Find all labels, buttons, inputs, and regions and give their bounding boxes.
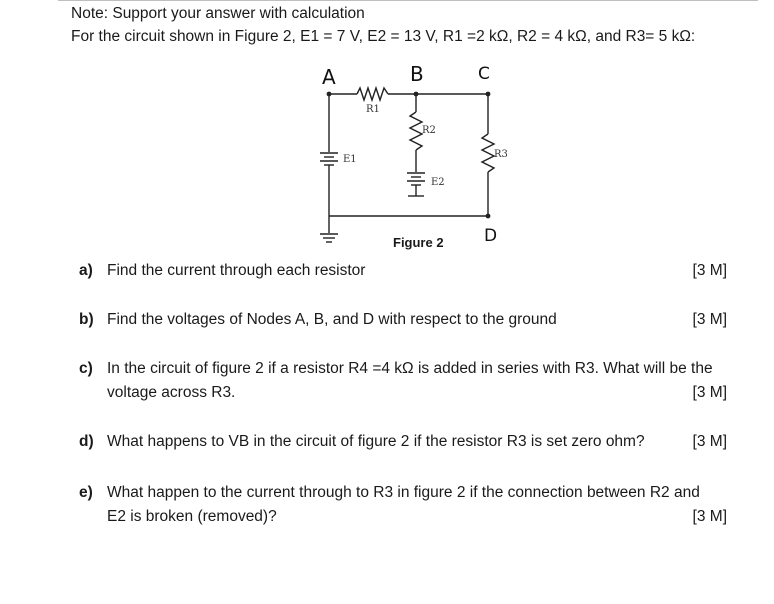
question-a-marks: [3 M] [692, 262, 727, 279]
e2-label: E2 [431, 177, 445, 188]
question-b-marks: [3 M] [692, 311, 727, 328]
note-line: Note: Support your answer with calculation [71, 5, 365, 22]
e1-label: E1 [343, 154, 357, 165]
r3-zigzag [482, 134, 494, 172]
node-c-label: C [478, 64, 490, 84]
question-e-text: What happen to the current through to R3 in figure 2 if the connection between R2 and [107, 484, 700, 501]
question-d-letter: d) [79, 433, 94, 450]
question-a-text: Find the current through each resistor [107, 262, 366, 279]
question-b-text: Find the voltages of Nodes A, B, and D with respect to the ground [107, 311, 557, 328]
r2-label: R2 [422, 125, 436, 136]
question-c-letter: c) [79, 360, 93, 377]
question-b-letter: b) [79, 311, 94, 328]
question-c-marks: [3 M] [692, 384, 727, 401]
question-d-marks: [3 M] [692, 433, 727, 450]
question-e-text-cont: E2 is broken (removed)? [107, 508, 277, 525]
question-c-text-cont: voltage across R3. [107, 384, 236, 401]
r3-label: R3 [494, 149, 508, 160]
node-d-label: D [484, 226, 498, 246]
question-e-marks: [3 M] [692, 508, 727, 525]
node-b-dot [414, 92, 419, 97]
question-a-letter: a) [79, 262, 93, 279]
node-d-dot [486, 214, 491, 219]
question-e-letter: e) [79, 484, 93, 501]
question-d-text: What happens to VB in the circuit of figure 2 if the resistor R3 is set zero ohm? [107, 433, 645, 450]
circuit-figure [0, 0, 774, 270]
r2-zigzag [410, 112, 422, 150]
node-b-label: B [410, 62, 424, 86]
figure-caption: Figure 2 [393, 235, 444, 250]
r1-label: R1 [366, 104, 380, 115]
node-a-dot [327, 92, 332, 97]
r1-zigzag [357, 88, 388, 100]
problem-statement: For the circuit shown in Figure 2, E1 = 7 V, E2 = 13 V, R1 =2 kΩ, R2 = 4 kΩ, and R3= 5 kΩ: [71, 28, 696, 45]
node-a-label: A [322, 65, 336, 89]
node-c-dot [486, 92, 491, 97]
question-c-text: In the circuit of figure 2 if a resistor R4 =4 kΩ is added in series with R3. What will be the [107, 360, 713, 377]
